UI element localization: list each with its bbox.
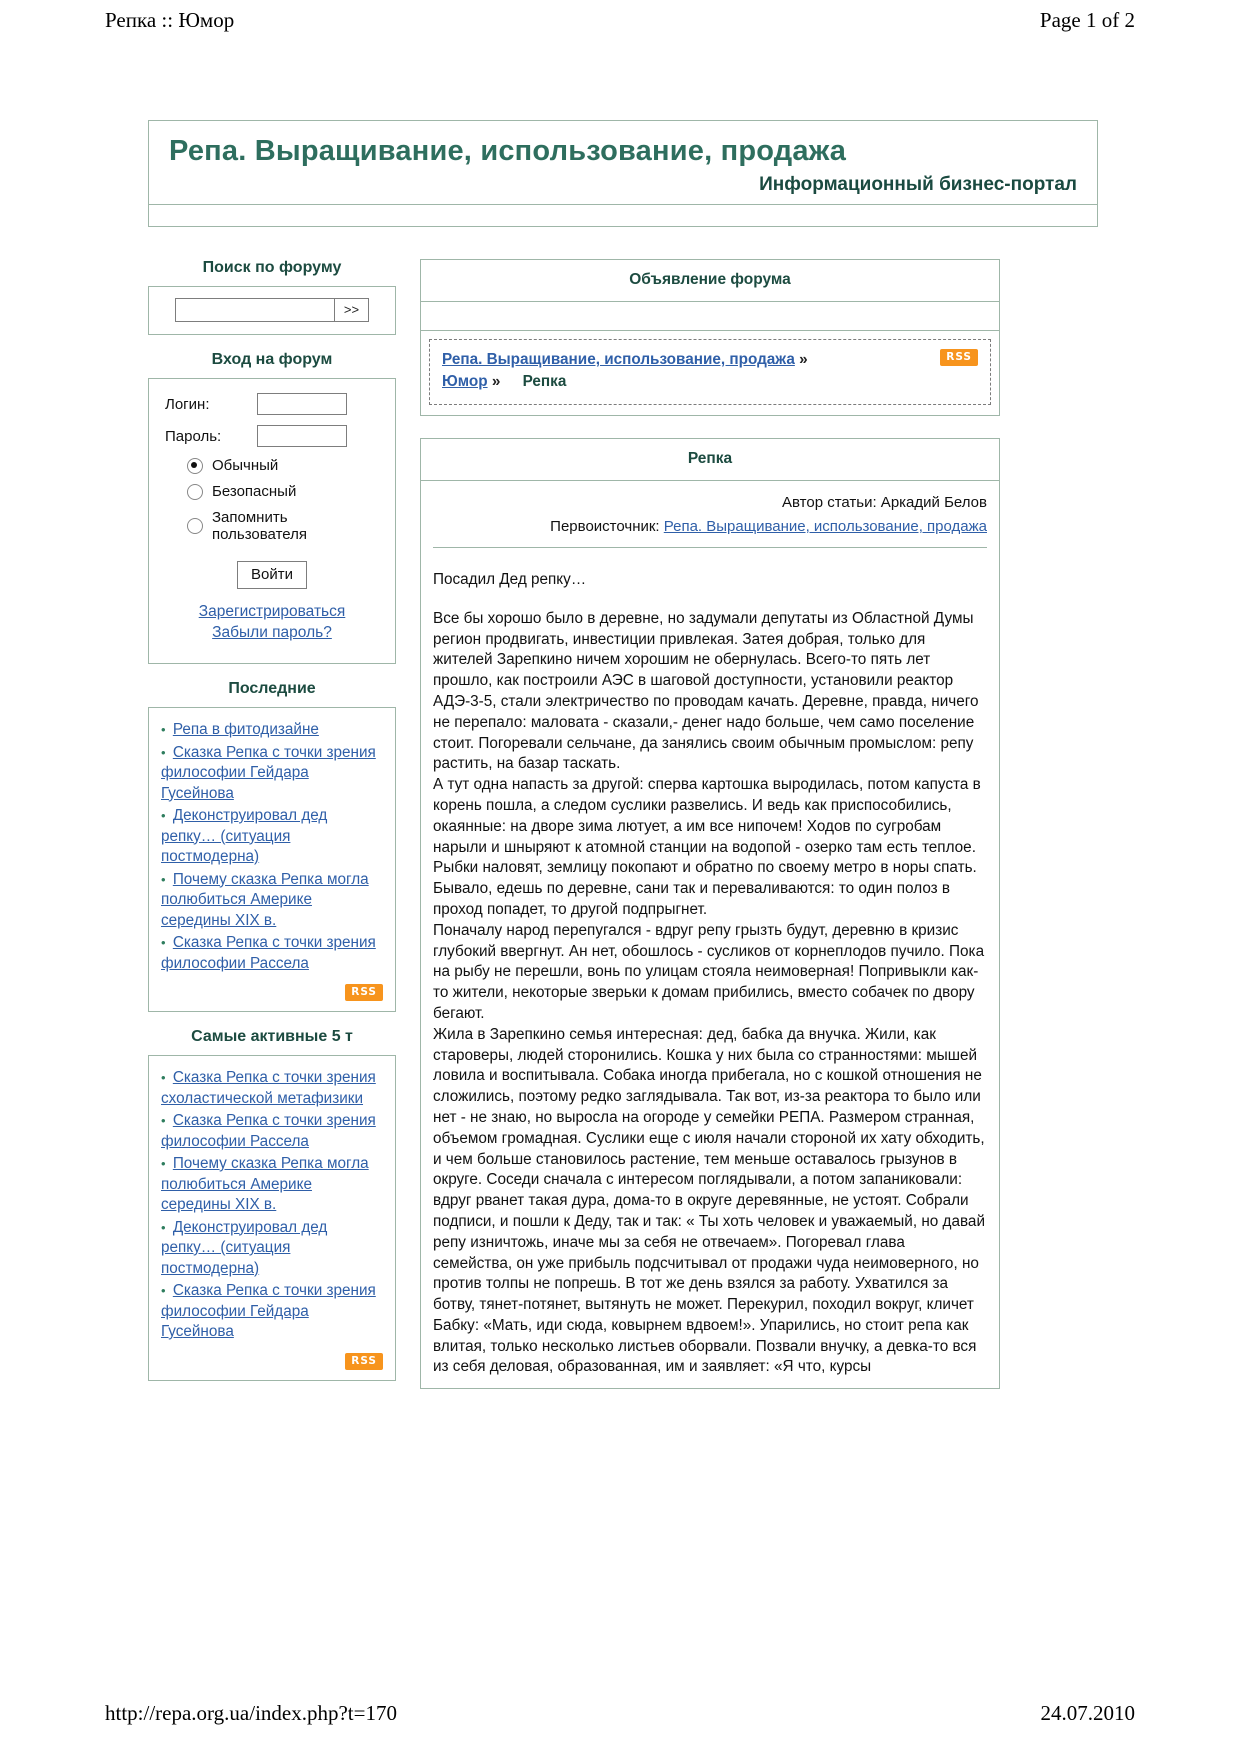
search-box: [148, 286, 396, 335]
print-header: [0, 8, 1240, 33]
login-title: Вход на форум: [211, 351, 333, 368]
print-footer-date: 24.07.2010: [1040, 1701, 1135, 1725]
announcement-box: [420, 259, 1000, 331]
active-link[interactable]: Сказка Репка с точки зрения философии Рассела: [161, 1112, 376, 1150]
article-box: [420, 438, 1000, 1389]
latest-link[interactable]: Почему сказка Репка могла полюбиться Америке середины XIX в.: [161, 870, 369, 929]
bullet-icon: •: [161, 1219, 166, 1235]
list-item[interactable]: [161, 870, 383, 932]
login-box: [148, 378, 396, 664]
main-content: [420, 259, 1000, 1389]
article-paragraph: Посадил Дед репку…: [433, 571, 587, 588]
list-item[interactable]: [161, 720, 383, 741]
login-links: [165, 603, 379, 642]
login-option-normal[interactable]: [187, 457, 379, 474]
article-paragraph: Жила в Зарепкино семья интересная: дед, бабка да внучка. Жили, как староверы, людей сторонились. Кошка у них была со странностями: мышей ловила и воспитывала. Собака иногда прибегала, но с кошкой отношения не сложились, поэтому редко заглядывала. Так вот, из-за реактора то было или нет - не знаю, но выросла на огороде у семейки РЕПА. Размером странная, объемом громадная. Суслики еще с июля начали стороной их хату обходить, и чем больше становилось растение, тем меньше оставалось грызунов в округе. Соседи сначала с интересом поглядывали, а потом запаниковали: вдруг рванет такая дура, дома-то в округе деревянные, не устоят. Собрали подписи, и пошли к Деду, так и так: « Ты хоть человек и уважаемый, но давай репу изничтожь, иначе мы за себя не отвечаем». Погоревал глава семейства, он уже прибыль подсчитывал от продажи чуда неимоверного, но против толпы не попрешь. В тот же день взялся за работу. Ухватился за ботву, тянет-потянет, вытянуть не может. Перекурил, походил вокруг, кличет Бабку: «Мать, иди сюда, ковырнем вдвоем!». Упарились, но стоит репа как влитая, только несколько листьев оборвали. Позвали внучку, а девка-то вся из себя деловая, образованная, им и заявляет: «Я что, курсы: [433, 1025, 985, 1376]
breadcrumb: [429, 339, 991, 405]
rss-icon[interactable]: RSS: [940, 349, 978, 366]
list-item[interactable]: [161, 743, 383, 805]
radio-icon[interactable]: [187, 458, 203, 474]
print-footer-url: http://repa.org.ua/index.php?t=170: [105, 1701, 397, 1725]
bullet-icon: •: [161, 808, 166, 823]
password-label: Пароль:: [165, 427, 222, 445]
search-input[interactable]: [175, 298, 335, 322]
bullet-icon: •: [161, 871, 166, 887]
breadcrumb-separator: »: [799, 351, 808, 368]
site-banner: [148, 120, 1098, 205]
article-title: Репка: [421, 439, 999, 481]
print-header-right: Page 1 of 2: [1039, 8, 1135, 32]
login-option-label: Обычный: [212, 457, 279, 474]
password-input[interactable]: [257, 425, 347, 447]
list-item[interactable]: [161, 806, 383, 868]
article-author: Автор статьи: Аркадий Белов: [782, 494, 987, 511]
bullet-icon: •: [161, 744, 166, 760]
print-header-left: Репка :: Юмор: [105, 8, 235, 32]
active-rss-row: [161, 1351, 383, 1370]
article-paragraph: А тут одна напасть за другой: сперва картошка выродилась, потом капуста в корень пошла, а следом суслики развелись. И ведь как приспособились, окаянные: на дворе зима лютует, а им все нипочем! Ходов по сугробам нарыли и шныряют к атомной станции на водопой - озерко там есть теплое. Рыбки наловят, землицу покопают и обратно по своему метро в норы спать. Бывало, едешь по деревне, сани так и переваливаются: то один полоз в проход попадет, то другой подпрыгнет.: [433, 776, 981, 918]
search-title: Поиск по форуму: [202, 259, 342, 276]
article-body: [421, 548, 999, 1388]
latest-link[interactable]: Репа в фитодизайне: [172, 721, 319, 738]
article-source-link[interactable]: Репа. Выращивание, использование, продажа: [663, 518, 987, 535]
login-option-label: Запомнить пользователя: [212, 509, 307, 543]
banner-strip: [148, 205, 1098, 227]
latest-link[interactable]: Деконструировал дед репку… (ситуация постмодерна): [161, 807, 328, 865]
article-source-label: Первоисточник:: [550, 518, 660, 535]
list-item[interactable]: [161, 933, 383, 974]
breadcrumb-outer: [420, 331, 1000, 416]
bullet-icon: •: [161, 1113, 166, 1128]
breadcrumb-section-link[interactable]: Юмор: [442, 373, 488, 390]
login-field-row: [165, 393, 379, 415]
bullet-icon: •: [161, 722, 166, 737]
active-box: [148, 1055, 396, 1381]
forgot-password-link[interactable]: Забыли пароль?: [212, 624, 332, 641]
article-paragraph: Все бы хорошо было в деревне, но задумали депутаты из Областной Думы регион продвигать, инвестиции привлекая. Затея добрая, только для жителей Зарепкино ничем хорошим не обернулась. Всего-то пять лет прошло, как построили АЭС в шаговой доступности, установили реактор АДЭ-3-5, стали электричество по проводам качать. Деревне, правда, ничего не перепало: маловата - сказали,- денег надо больше, чем само поселение стоит. Погоревали сельчане, да занялись своим обычным промыслом: репу растить, на базар таскать.: [433, 609, 979, 773]
login-option-label: Безопасный: [212, 483, 297, 500]
rss-icon[interactable]: RSS: [345, 984, 383, 1001]
latest-link[interactable]: Сказка Репка с точки зрения философии Гейдара Гусейнова: [161, 743, 376, 802]
breadcrumb-text: [442, 349, 808, 393]
breadcrumb-separator: »: [491, 373, 501, 390]
columns: [148, 259, 1098, 1389]
login-option-secure[interactable]: [187, 483, 379, 500]
login-label: Логин:: [165, 395, 210, 413]
list-item[interactable]: [161, 1154, 383, 1216]
list-item[interactable]: [161, 1111, 383, 1152]
list-item[interactable]: [161, 1218, 383, 1280]
article-paragraph: Поначалу народ перепугался - вдруг репу грызть будут, деревню в кризис глубокий ввергнут. Ан нет, обошлось - сусликов от корнеплодов пучило. Пока на рыбу не перешли, вонь по улицам стояла неимоверная! Попривыкли как-то жители, некоторые зверьки к домам прибились, вместо собачек по двору бегают.: [433, 921, 985, 1022]
password-field-row: [165, 425, 379, 447]
article-source: [433, 515, 987, 539]
sidebar: [148, 259, 396, 1381]
breadcrumb-root-link[interactable]: Репа. Выращивание, использование, продажа: [442, 351, 795, 368]
site-title: Репа. Выращивание, использование, продажа: [169, 135, 847, 167]
latest-title: Последние: [228, 680, 316, 697]
active-link[interactable]: Сказка Репка с точки зрения схоластической метафизики: [161, 1069, 376, 1107]
site-subtitle: Информационный бизнес-портал: [759, 174, 1077, 195]
radio-icon[interactable]: [187, 518, 203, 534]
bullet-icon: •: [161, 935, 166, 950]
register-link[interactable]: Зарегистрироваться: [198, 603, 346, 620]
latest-link[interactable]: Сказка Репка с точки зрения философии Рассела: [161, 934, 376, 972]
bullet-icon: •: [161, 1070, 166, 1085]
list-item[interactable]: [161, 1281, 383, 1343]
bullet-icon: •: [161, 1156, 166, 1171]
login-submit-button[interactable]: Войти: [237, 561, 307, 589]
radio-icon[interactable]: [187, 484, 203, 500]
announcement-title: Объявление форума: [421, 260, 999, 302]
login-input[interactable]: [257, 393, 347, 415]
bullet-icon: •: [161, 1283, 166, 1298]
search-submit-button[interactable]: >>: [335, 298, 369, 322]
latest-box: [148, 707, 396, 1012]
announcement-body: [421, 302, 999, 330]
page-content: [148, 120, 1098, 1389]
latest-rss-row: [161, 982, 383, 1001]
rss-icon[interactable]: RSS: [345, 1353, 383, 1370]
login-submit-row: [165, 561, 379, 589]
list-item[interactable]: [161, 1068, 383, 1109]
breadcrumb-current: Репка: [522, 373, 567, 390]
active-link[interactable]: Деконструировал дед репку… (ситуация постмодерна): [161, 1218, 328, 1277]
active-link[interactable]: Сказка Репка с точки зрения философии Гейдара Гусейнова: [161, 1282, 376, 1340]
article-meta: [421, 481, 999, 539]
active-link[interactable]: Почему сказка Репка могла полюбиться Америке середины XIX в.: [161, 1155, 369, 1213]
login-option-remember[interactable]: [187, 509, 379, 543]
print-footer: [0, 1701, 1240, 1726]
active-title: Самые активные 5 т: [191, 1028, 353, 1045]
